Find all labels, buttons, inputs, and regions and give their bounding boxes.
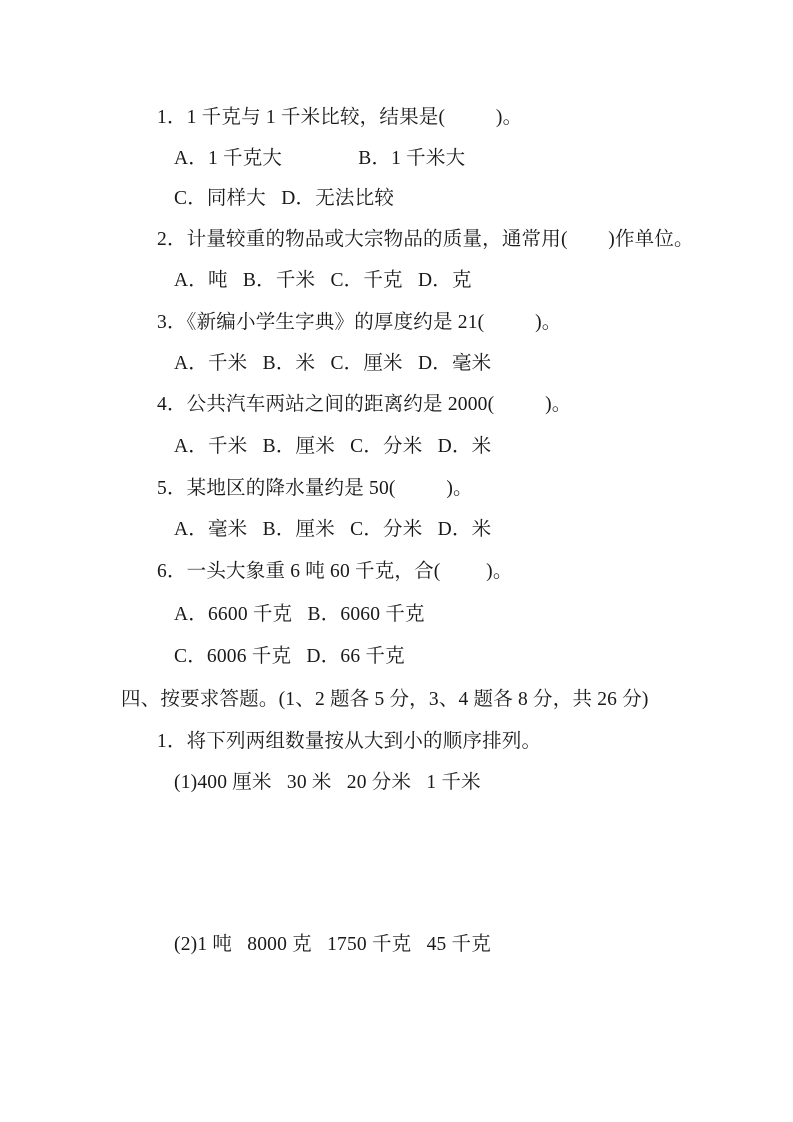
question-6-options-row-2: C．6006 千克 D．66 千克 (174, 646, 405, 667)
answer-space-subitem-1[interactable] (157, 805, 657, 930)
question-6-stem: 6．一头大象重 6 吨 60 千克，合( )。 (157, 561, 513, 582)
answer-space-subitem-2[interactable] (157, 968, 657, 1108)
question-1-options-row-2: C．同样大 D．无法比较 (174, 188, 395, 209)
section-four-question-1-subitem-1: (1)400 厘米 30 米 20 分米 1 千米 (174, 772, 481, 793)
question-3-stem: 3．《新编小学生字典》的厚度约是 21( )。 (157, 312, 562, 333)
question-1-options-row-1: A．1 千克大 B．1 千米大 (174, 148, 466, 169)
section-four-question-1-subitem-2: (2)1 吨 8000 克 1750 千克 45 千克 (174, 934, 491, 955)
section-four-question-1-stem: 1．将下列两组数量按从大到小的顺序排列。 (157, 731, 542, 752)
question-4-options-row-1: A．千米 B．厘米 C．分米 D．米 (174, 436, 492, 457)
question-5-stem: 5．某地区的降水量约是 50( )。 (157, 478, 473, 499)
question-6-options-row-1: A．6600 千克 B．6060 千克 (174, 604, 425, 625)
question-1-stem: 1．1 千克与 1 千米比较，结果是( )。 (157, 107, 523, 128)
question-2-options-row-1: A．吨 B．千米 C．千克 D．克 (174, 270, 472, 291)
question-3-options-row-1: A．千米 B．米 C．厘米 D．毫米 (174, 353, 492, 374)
question-4-stem: 4．公共汽车两站之间的距离约是 2000( )。 (157, 394, 572, 415)
question-5-options-row-1: A．毫米 B．厘米 C．分米 D．米 (174, 519, 492, 540)
question-2-stem: 2．计量较重的物品或大宗物品的质量，通常用( )作单位。 (157, 229, 694, 250)
section-four-heading: 四、按要求答题。(1、2 题各 5 分，3、4 题各 8 分，共 26 分) (121, 689, 649, 710)
